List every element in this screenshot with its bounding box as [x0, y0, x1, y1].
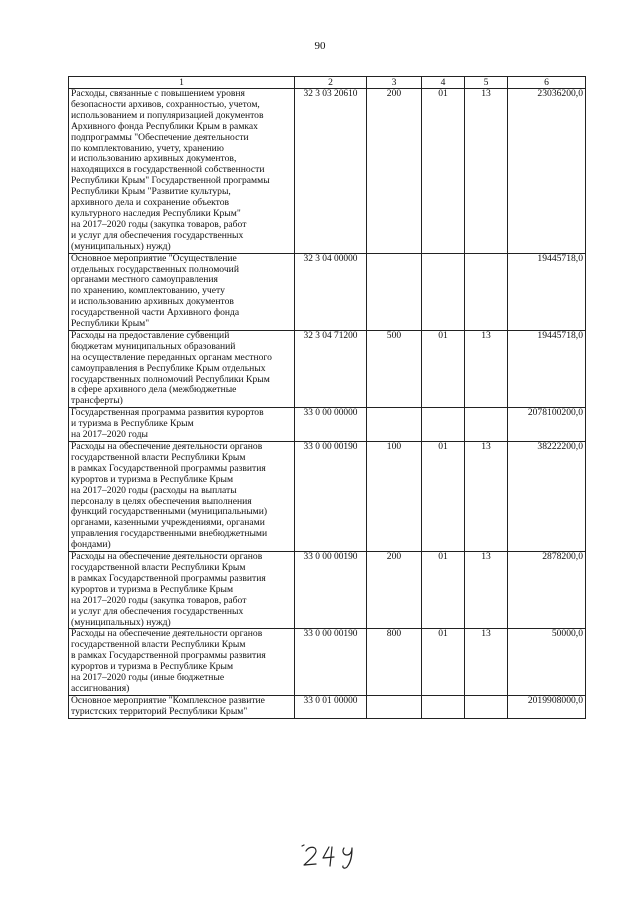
- row-subsection: 13: [465, 89, 508, 254]
- header-col-2: 2: [295, 77, 367, 89]
- row-expense-type: [367, 408, 422, 442]
- row-amount: 50000,0: [508, 629, 586, 695]
- row-name: Расходы на обеспечение деятельности органов государственной власти Республики Крым в рамках Государственной программы развития курортов и туризма в Республике Крым на 2017–2020 годы (иные бюджетные ассигнования): [69, 629, 295, 695]
- table-row: [69, 253, 586, 330]
- header-col-1: 1: [69, 77, 295, 89]
- row-subsection: [465, 253, 508, 330]
- table-header-row: [69, 77, 586, 89]
- header-col-4: 4: [422, 77, 465, 89]
- row-amount: 23036200,0: [508, 89, 586, 254]
- table-row: [69, 89, 586, 254]
- row-target-code: 33 0 00 00190: [295, 442, 367, 552]
- row-target-code: 32 3 04 71200: [295, 330, 367, 407]
- table-row: [69, 442, 586, 552]
- row-subsection: [465, 695, 508, 718]
- row-name: Расходы на обеспечение деятельности органов государственной власти Республики Крым в рамках Государственной программы развития курортов и туризма в Республике Крым на 2017–2020 годы (закупка товаров, работ и услуг для обеспечения государственных (муниципальных) нужд): [69, 552, 295, 629]
- row-name: Расходы на обеспечение деятельности органов государственной власти Республики Крым в рамках Государственной программы развития курортов и туризма в Республике Крым на 2017–2020 годы (расходы на выплаты персоналу в целях обеспечения выполнения функций государственными (муниципальными) органами, казенными учреждениями, органами управления государственными внебюджетными фондами): [69, 442, 295, 552]
- row-name: Расходы, связанные с повышением уровня безопасности архивов, сохранностью, учетом, использованием и популяризацией документов Архивного фонда Республики Крым в рамках подпрограммы "Обеспечение деятельности по комплектованию, учету, хранению и использованию архивных документов, находящихся в государственной собственности Республики Крым" Государственной программы Республики Крым "Развитие культуры, архивного дела и сохранение объектов культурного наследия Республики Крым" на 2017–2020 годы (закупка товаров, работ и услуг для обеспечения государственных (муниципальных) нужд): [69, 89, 295, 254]
- row-subsection: 13: [465, 552, 508, 629]
- row-target-code: 33 0 01 00000: [295, 695, 367, 718]
- table-row: [69, 552, 586, 629]
- row-subsection: 13: [465, 442, 508, 552]
- row-section: 01: [422, 89, 465, 254]
- row-expense-type: 500: [367, 330, 422, 407]
- header-col-6: 6: [508, 77, 586, 89]
- row-expense-type: [367, 695, 422, 718]
- row-section: 01: [422, 330, 465, 407]
- row-subsection: [465, 408, 508, 442]
- row-target-code: 32 3 03 20610: [295, 89, 367, 254]
- row-name: Государственная программа развития курортов и туризма в Республике Крым на 2017–2020 годы: [69, 408, 295, 442]
- table-row: [69, 408, 586, 442]
- table-row: [69, 330, 586, 407]
- row-section: 01: [422, 552, 465, 629]
- row-amount: 2019908000,0: [508, 695, 586, 718]
- row-section: [422, 695, 465, 718]
- row-amount: 2078100200,0: [508, 408, 586, 442]
- row-target-code: 33 0 00 00190: [295, 552, 367, 629]
- budget-table: [68, 76, 586, 719]
- row-target-code: 33 0 00 00000: [295, 408, 367, 442]
- row-subsection: 13: [465, 330, 508, 407]
- row-section: 01: [422, 442, 465, 552]
- page-number: 90: [314, 40, 326, 52]
- row-section: 01: [422, 629, 465, 695]
- row-expense-type: 100: [367, 442, 422, 552]
- row-section: [422, 253, 465, 330]
- table-row: [69, 695, 586, 718]
- header-col-5: 5: [465, 77, 508, 89]
- row-expense-type: 200: [367, 552, 422, 629]
- row-amount: 2878200,0: [508, 552, 586, 629]
- row-amount: 38222200,0: [508, 442, 586, 552]
- row-target-code: 32 3 04 00000: [295, 253, 367, 330]
- row-name: Основное мероприятие "Комплексное развитие туристских территорий Республики Крым": [69, 695, 295, 718]
- header-col-3: 3: [367, 77, 422, 89]
- table-row: [69, 629, 586, 695]
- row-expense-type: 800: [367, 629, 422, 695]
- row-expense-type: 200: [367, 89, 422, 254]
- row-amount: 19445718,0: [508, 253, 586, 330]
- row-expense-type: [367, 253, 422, 330]
- row-name: Основное мероприятие "Осуществление отдельных государственных полномочий органами местного самоуправления по хранению, комплектованию, учету и использованию архивных документов государственной части Архивного фонда Республики Крым": [69, 253, 295, 330]
- row-subsection: 13: [465, 629, 508, 695]
- row-target-code: 33 0 00 00190: [295, 629, 367, 695]
- row-name: Расходы на предоставление субвенций бюджетам муниципальных образований на осуществление переданных органам местного самоуправления в Республике Крым отдельных государственных полномочий Республики Крым в сфере архивного дела (межбюджетные трансферты): [69, 330, 295, 407]
- row-amount: 19445718,0: [508, 330, 586, 407]
- row-section: [422, 408, 465, 442]
- handwritten-page-mark: [298, 842, 368, 870]
